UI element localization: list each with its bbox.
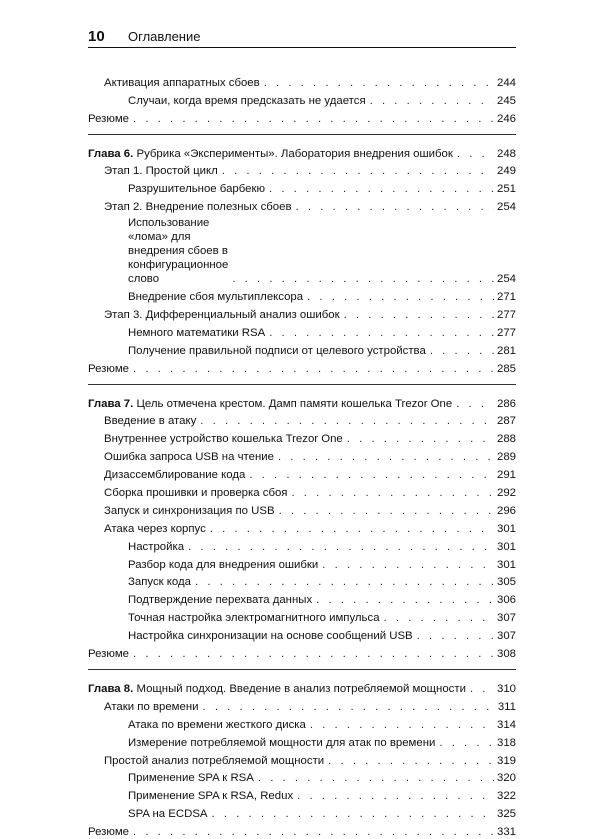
toc-page-number: 307 [496, 612, 516, 625]
toc-page-number: 308 [496, 648, 516, 661]
toc-page-number: 292 [496, 487, 516, 500]
toc-entry: Измерение потребляемой мощности для атак по времени . . . 318 [88, 732, 516, 750]
toc-page-number: 318 [496, 736, 516, 749]
toc-page-number: 306 [496, 594, 516, 607]
toc-page-number: 319 [496, 754, 516, 767]
toc-entry: Случаи, когда время предсказать не удается . . . 245 [88, 90, 516, 108]
toc-entry: Внутреннее устройство кошелька Trezor One . . . 288 [88, 428, 516, 446]
toc-entry: Ошибка запроса USB на чтение . . . 289 [88, 446, 516, 464]
toc-entry: Запуск и синхронизация по USB . . . 296 [88, 500, 516, 518]
toc-page-number: 251 [496, 183, 516, 196]
toc-chapter-entry [88, 678, 516, 696]
toc-entry: Активация аппаратных сбоев . . . 244 [88, 72, 516, 90]
toc-page-number: 305 [496, 576, 516, 589]
toc-page-number: 301 [496, 522, 516, 535]
toc-entry: Простой анализ потребляемой мощности . . . 319 [88, 750, 516, 768]
toc-page-number: 291 [496, 469, 516, 482]
toc-entry: Настройка . . . 301 [88, 536, 516, 554]
toc-page-number: 248 [496, 147, 516, 160]
chapter-title: Мощный подход. Введение в анализ потребляемой мощности [136, 682, 466, 695]
toc-entry: Резюме . . . 331 [88, 821, 516, 839]
toc-entry: Резюме . . . 285 [88, 358, 516, 376]
toc-page-number: 320 [496, 772, 516, 785]
toc-entry: Использование «лома» для внедрения сбоев в конфигурационное слово . . . 254 [88, 214, 516, 286]
toc-page-number: 254 [496, 273, 516, 286]
toc-page-number: 287 [496, 415, 516, 428]
toc-entry: Точная настройка электромагнитного импульса . . . 307 [88, 607, 516, 625]
chapter-divider [88, 384, 516, 385]
toc-entry: Сборка прошивки и проверка сбоя . . . 292 [88, 482, 516, 500]
toc-entry: Этап 2. Внедрение полезных сбоев . . . 254 [88, 196, 516, 214]
toc-entry: Разбор кода для внедрения ошибки . . . 301 [88, 554, 516, 572]
toc-page-number: 301 [496, 540, 516, 553]
toc-page-number: 314 [496, 718, 516, 731]
toc-page-number: 244 [496, 76, 516, 89]
toc-page-number: 311 [497, 700, 516, 713]
toc-page-number: 285 [496, 362, 516, 375]
toc-entry: Атака по времени жесткого диска . . . 314 [88, 714, 516, 732]
toc-entry: Атака через корпус . . . 301 [88, 518, 516, 536]
toc-page-number: 277 [496, 326, 516, 339]
toc-entry: SPA на ECDSA . . . 325 [88, 803, 516, 821]
toc-page-number: 286 [496, 397, 516, 410]
toc-entry: Немного математики RSA . . . 277 [88, 322, 516, 340]
chapter-divider [88, 669, 516, 670]
toc-page-number: 281 [496, 344, 516, 357]
page-number: 10 [88, 28, 105, 45]
toc-page-number: 271 [496, 291, 516, 304]
chapter-number: Глава 6. [88, 147, 134, 160]
toc-entry: Настройка синхронизации на основе сообщений USB . . . 307 [88, 625, 516, 643]
toc-page-number: 246 [496, 112, 516, 125]
chapter-title: Цель отмечена крестом. Дамп памяти кошелька Trezor One [136, 397, 453, 410]
table-of-contents [88, 72, 516, 839]
toc-page-number: 322 [496, 790, 516, 803]
toc-page-number: 296 [496, 504, 516, 517]
toc-page-number: 301 [496, 558, 516, 571]
toc-page-number: 277 [496, 309, 516, 322]
toc-entry: Введение в атаку . . . 287 [88, 411, 516, 429]
chapter-divider [88, 134, 516, 135]
toc-entry: Запуск кода . . . 305 [88, 572, 516, 590]
running-title: Оглавление [128, 29, 201, 44]
toc-entry: Резюме . . . 308 [88, 643, 516, 661]
toc-page-number: 254 [496, 201, 516, 214]
chapter-number: Глава 7. [88, 397, 134, 410]
chapter-number: Глава 8. [88, 682, 134, 695]
toc-entry: Этап 3. Дифференциальный анализ ошибок . . . 277 [88, 304, 516, 322]
toc-page-number: 310 [496, 682, 516, 695]
toc-chapter-entry [88, 143, 516, 161]
toc-entry: Получение правильной подписи от целевого устройства . . . 281 [88, 340, 516, 358]
toc-entry: Дизассемблирование кода . . . 291 [88, 464, 516, 482]
toc-page-number: 249 [496, 165, 516, 178]
toc-page-number: 331 [496, 826, 516, 839]
toc-entry: Внедрение сбоя мультиплексора . . . 271 [88, 286, 516, 304]
toc-page-number: 289 [496, 451, 516, 464]
toc-page-number: 288 [496, 433, 516, 446]
toc-entry: Подтверждение перехвата данных . . . 306 [88, 589, 516, 607]
toc-entry: Применение SPA к RSA . . . 320 [88, 768, 516, 786]
toc-entry: Этап 1. Простой цикл . . . 249 [88, 161, 516, 179]
toc-chapter-entry [88, 393, 516, 411]
header-rule [88, 47, 516, 48]
toc-page-number: 307 [496, 630, 516, 643]
toc-entry: Атаки по времени . . . 311 [88, 696, 516, 714]
toc-entry: Резюме . . . 246 [88, 108, 516, 126]
toc-entry: Применение SPA к RSA, Redux . . . 322 [88, 785, 516, 803]
toc-page-number: 245 [496, 94, 516, 107]
toc-entry: Разрушительное барбекю . . . 251 [88, 178, 516, 196]
chapter-title: Рубрика «Эксперименты». Лаборатория внедрения ошибок [136, 147, 453, 160]
toc-page-number: 325 [496, 808, 516, 821]
